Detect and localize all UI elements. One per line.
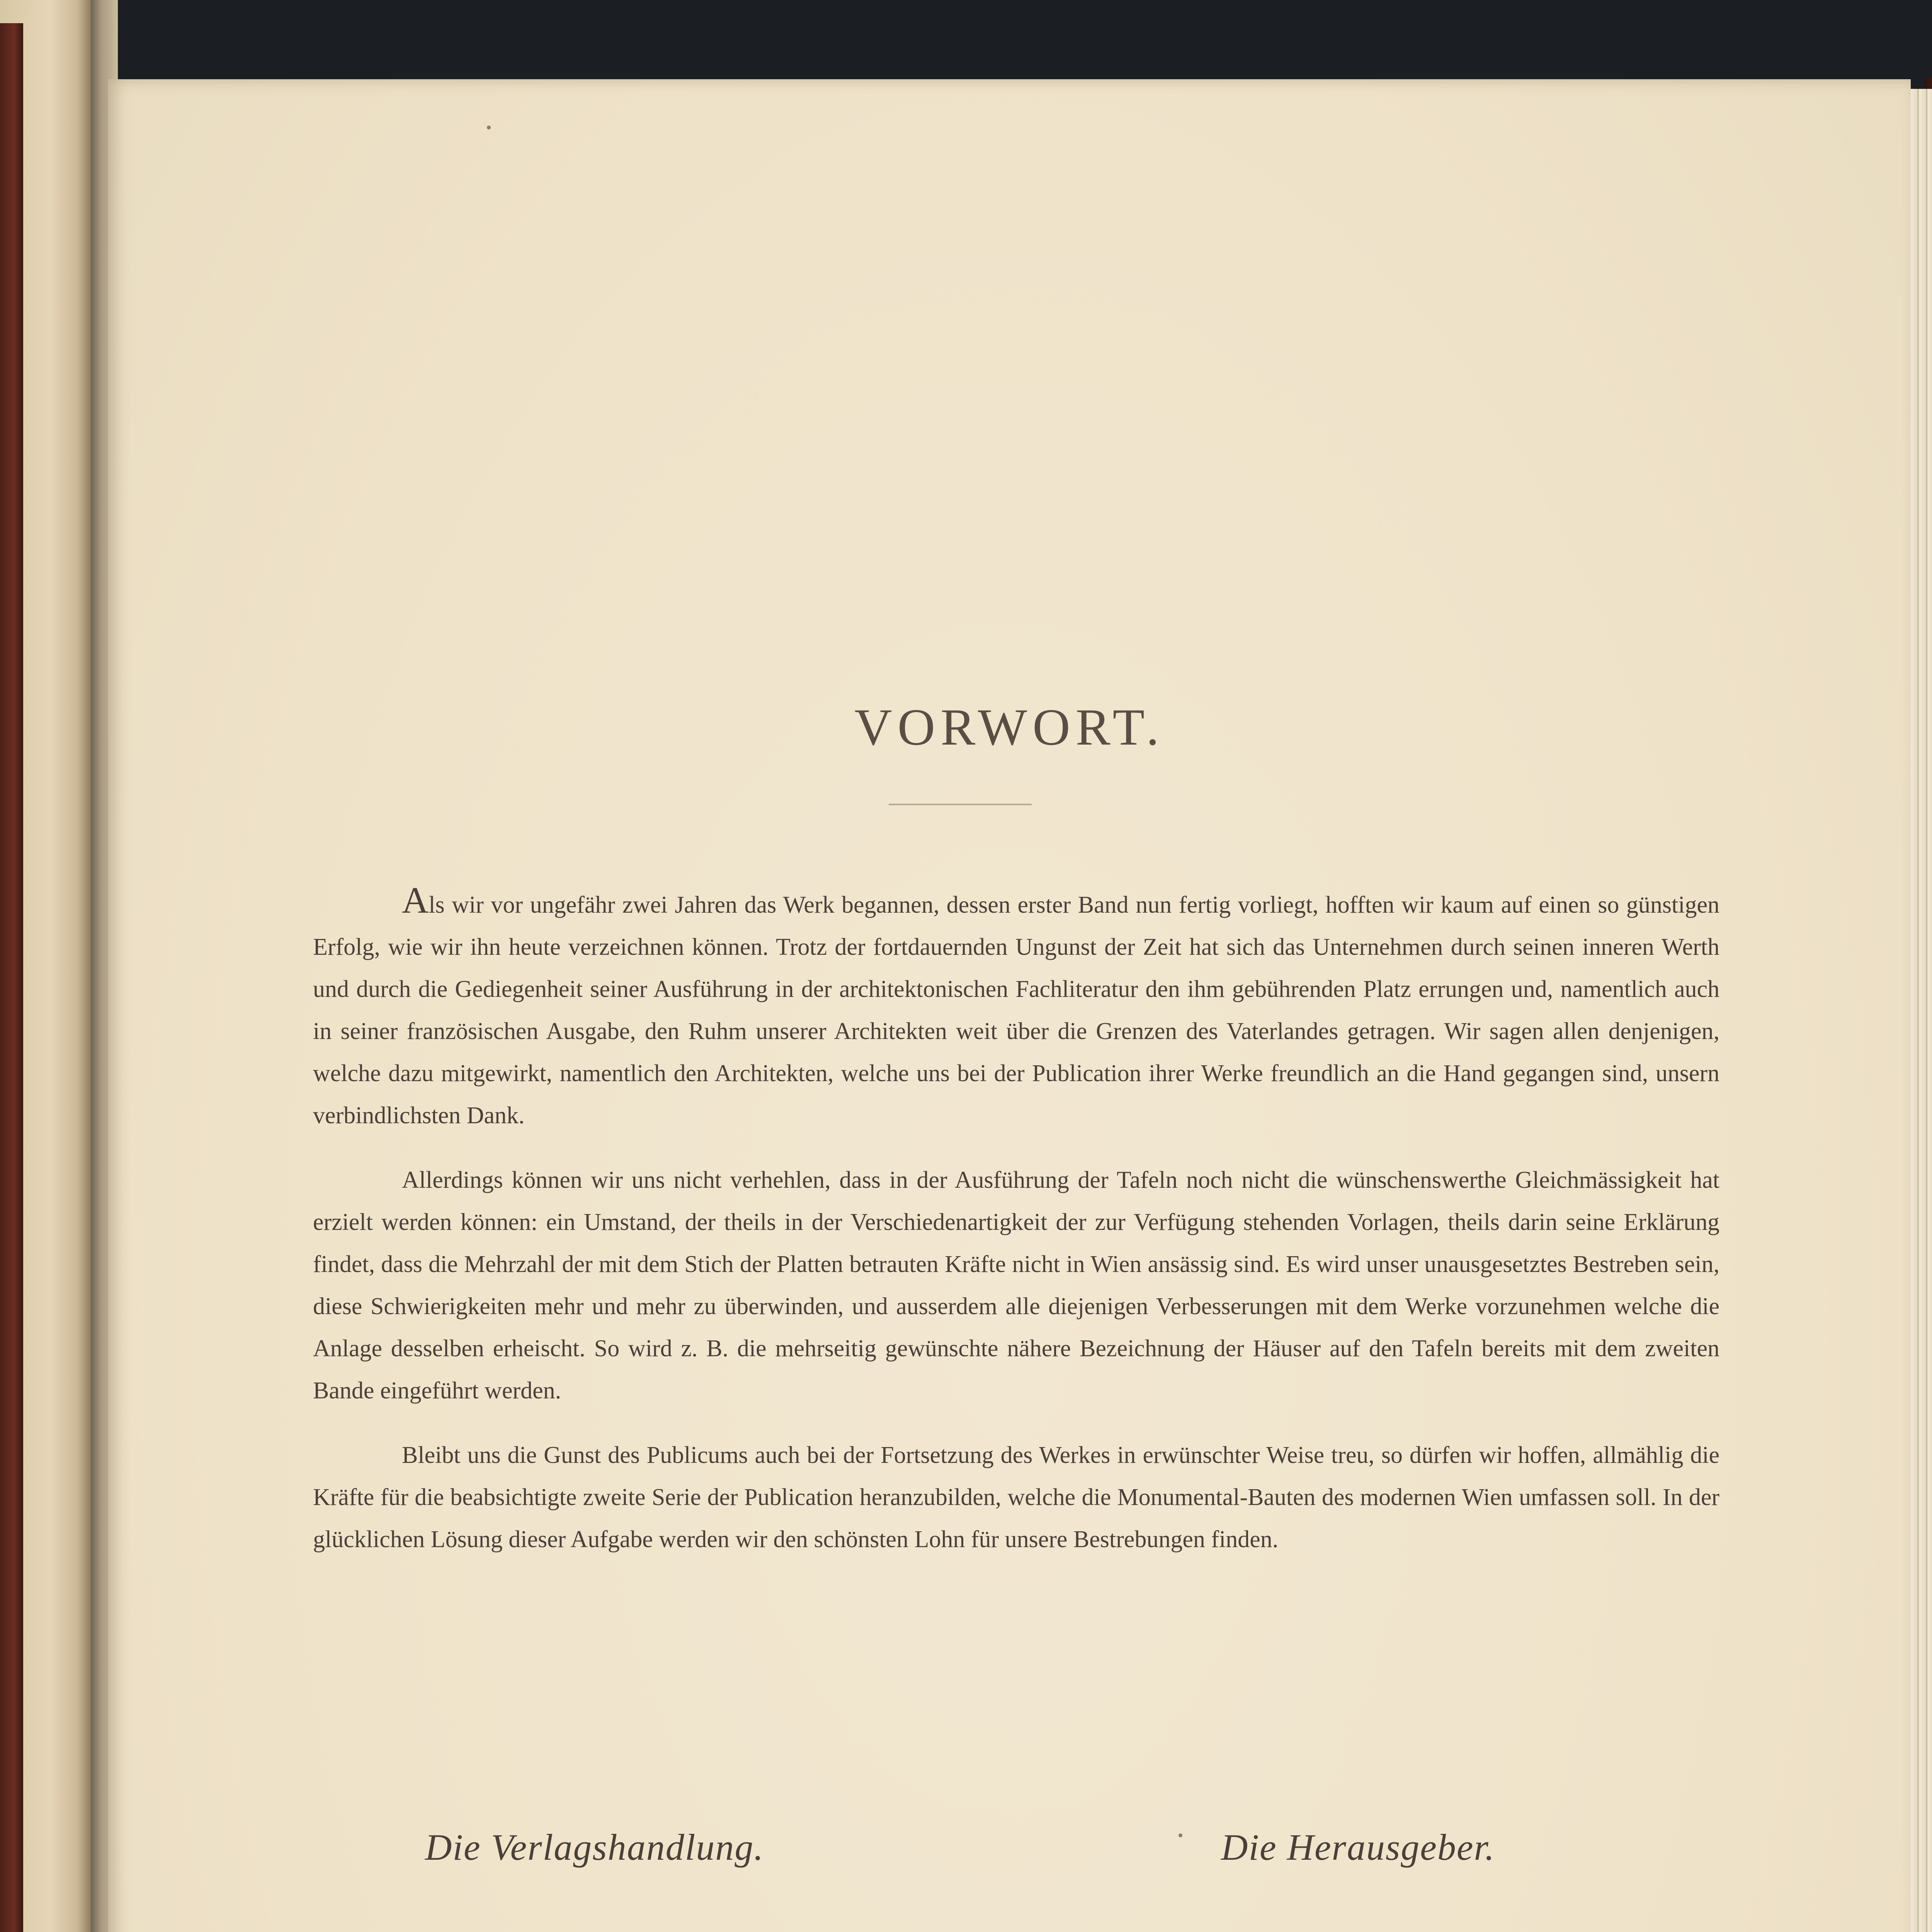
page-title: VORWORT. <box>854 699 1165 756</box>
paragraph-1-text: ls wir vor ungefähr zwei Jahren das Werk begannen, dessen erster Band nun fertig vorliegt, hofften wir kaum auf einen so günstigen Erfolg, wie wir ihn heute verzeichnen können. Trotz der fortdauernden Ungunst der Zeit hat sich das Unternehmen durch seinen inneren Werth und durch die Gediegenheit seiner Ausführung in der architektonischen Fachliteratur den ihm gebührenden Platz errungen und, namentlich auch in seiner französischen Ausgabe, den Ruhm unserer Architekten weit über die Grenzen des Vaterlandes getragen. Wir sagen allen denjenigen, welche dazu mitgewirkt, namentlich den Architekten, welche uns bei der Publication ihrer Werke freundlich an die Hand gegangen sind, unsern verbindlichsten Dank. <box>313 892 1719 1129</box>
signature-editors: Die Herausgeber. <box>1221 1827 1495 1868</box>
title-rule <box>889 804 1032 805</box>
signature-publisher: Die Verlagshandlung. <box>425 1827 764 1868</box>
paragraph-initial: A <box>402 879 429 921</box>
paper-speck <box>1179 1833 1182 1837</box>
preface-body <box>313 879 1719 1583</box>
paragraph-1 <box>313 879 1719 1137</box>
paragraph-3: Bleibt uns die Gunst des Publicums auch bei der Fortsetzung des Werkes in erwünschter Weise treu, so dürfen wir hoffen, allmählig die Kräfte für die beabsichtigte zweite Serie der Publication heranzubilden, welche die Monumental-Bauten des modernen Wien umfassen soll. In der glücklichen Lösung dieser Aufgabe werden wir den schönsten Lohn für unsere Bestrebungen finden. <box>313 1442 1719 1553</box>
paragraph-2: Allerdings können wir uns nicht verhehlen, dass in der Ausführung der Tafeln noch nicht die wünschenswerthe Gleichmässigkeit hat erzielt werden können: ein Umstand, der theils in der Verschiedenartigkeit der zur Verfügung stehenden Vorlagen, theils darin seine Erklärung findet, dass die Mehrzahl der mit dem Stich der Platten betrauten Kräfte nicht in Wien ansässig sind. Es wird unser unausgesetztes Bestreben sein, diese Schwierigkeiten mehr und mehr zu überwinden, und ausserdem alle diejenigen Verbesserungen mit dem Werke vorzunehmen welche die Anlage desselben erheischt. So wird z. B. die mehrseitig gewünschte nähere Bezeichnung der Häuser auf den Tafeln bereits mit dem zweiten Bande eingeführt werden. <box>313 1167 1719 1404</box>
document-page <box>108 79 1911 1932</box>
left-cover-edge <box>0 23 23 1932</box>
paper-speck <box>487 126 491 129</box>
